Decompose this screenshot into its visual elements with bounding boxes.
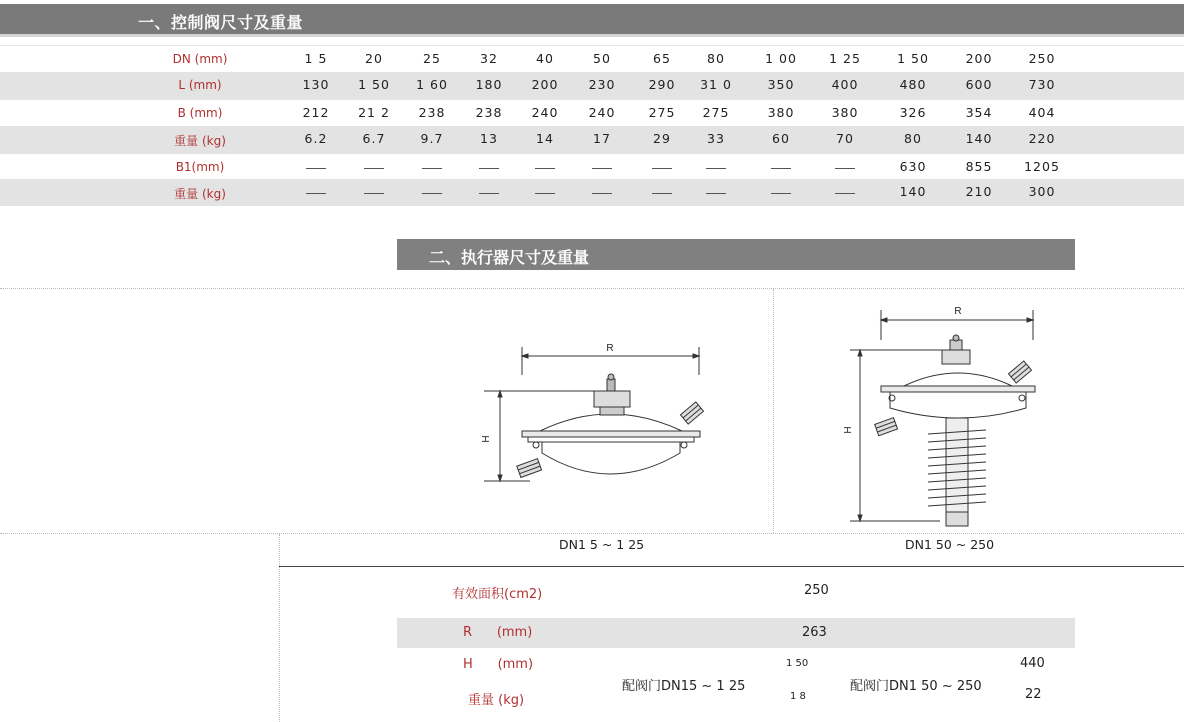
r-value: 263 [802,625,827,640]
empty-cell-dash [422,193,442,194]
h-label: H (mm) [463,657,534,672]
table-cell: 130 [302,77,330,92]
row-label: B (mm) [177,106,223,120]
table-cell: 220 [1028,131,1056,146]
row-label: 重量 (kg) [174,187,226,201]
table-cell: 70 [836,131,854,146]
table-cell: 31 0 [700,77,732,92]
table-cell: 200 [531,77,559,92]
divider [773,289,774,533]
table-cell: 21 2 [358,105,390,120]
figure-caption-small: DN1 5 ~ 1 25 [559,537,645,552]
table-cell: 80 [707,51,725,66]
table-cell: 40 [536,51,554,66]
empty-cell-dash [535,168,555,169]
table-cell: 29 [653,131,671,146]
empty-cell-dash [652,193,672,194]
left-weight-value: 1 8 [790,691,806,702]
table-cell: 65 [653,51,671,66]
table-cell: 80 [904,131,922,146]
empty-cell-dash [592,193,612,194]
empty-cell-dash [652,168,672,169]
table-cell: 630 [899,159,927,174]
table-row [0,99,1184,127]
table-cell: 480 [899,77,927,92]
divider [0,288,1184,289]
empty-cell-dash [306,168,326,169]
table-cell: 250 [1028,51,1056,66]
divider [279,566,1184,567]
table-cell: 380 [767,105,795,120]
table-cell: 326 [899,105,927,120]
empty-cell-dash [835,168,855,169]
table-cell: 404 [1028,105,1056,120]
table-cell: 13 [480,131,498,146]
table-cell: 210 [965,184,993,199]
left-valve-group: 配阀门DN15 ~ 1 25 [622,679,746,694]
table-cell: 14 [536,131,554,146]
right-weight-value: 22 [1025,687,1042,702]
left-h-value: 1 50 [786,658,809,669]
section2-header [397,239,1075,270]
table-row [0,126,1184,153]
empty-cell-dash [422,168,442,169]
empty-cell-dash [771,193,791,194]
table-cell: 1 25 [829,51,861,66]
actuator-drawing-large [830,300,1060,532]
row-label: B1(mm) [175,160,225,174]
table-cell: 212 [302,105,330,120]
empty-cell-dash [835,193,855,194]
row-label: L (mm) [178,78,222,92]
table-cell: 33 [707,131,725,146]
weight-label: 重量 (kg) [468,693,525,708]
table-cell: 140 [899,184,927,199]
area-value: 250 [804,583,829,598]
table-cell: 730 [1028,77,1056,92]
table-row [0,45,1184,73]
table-cell: 290 [648,77,676,92]
table-cell: 17 [593,131,611,146]
table-cell: 6.2 [304,131,328,146]
empty-cell-dash [306,193,326,194]
right-h-value: 440 [1020,656,1045,671]
actuator-drawing-small [470,335,720,495]
table-cell: 1 50 [897,51,929,66]
table-cell: 400 [831,77,859,92]
table-cell: 25 [423,51,441,66]
empty-cell-dash [706,193,726,194]
table-cell: 240 [531,105,559,120]
section1-header [0,4,1184,37]
table-row [0,72,1184,99]
table-cell: 180 [475,77,503,92]
table-cell: 1 50 [358,77,390,92]
row-label: DN (mm) [172,52,228,66]
r-dimension-label: R [954,306,962,317]
table-cell: 238 [475,105,503,120]
table-cell: 9.7 [420,131,444,146]
table-cell: 600 [965,77,993,92]
r-dimension-label: R [606,343,614,354]
right-valve-group: 配阀门DN1 50 ~ 250 [850,679,982,694]
table-cell: 354 [965,105,993,120]
h-dimension-label: H [841,426,852,434]
table-row [0,179,1184,206]
divider [279,534,280,722]
area-label: 有效面积(cm2) [452,587,543,602]
empty-cell-dash [364,168,384,169]
figure-caption-large: DN1 50 ~ 250 [905,537,995,552]
table-cell: 275 [702,105,730,120]
table-cell: 350 [767,77,795,92]
empty-cell-dash [771,168,791,169]
table-cell: 230 [588,77,616,92]
empty-cell-dash [479,193,499,194]
table-cell: 300 [1028,184,1056,199]
table-cell: 1 00 [765,51,797,66]
h-dimension-label: H [479,435,490,443]
table-cell: 1205 [1024,159,1060,174]
empty-cell-dash [364,193,384,194]
table-cell: 20 [365,51,383,66]
section2-title: 二、执行器尺寸及重量 [429,248,590,267]
table-cell: 32 [480,51,498,66]
empty-cell-dash [706,168,726,169]
table-row [0,153,1184,181]
table-cell: 60 [772,131,790,146]
table-cell: 855 [965,159,993,174]
table-cell: 200 [965,51,993,66]
table-cell: 380 [831,105,859,120]
table-cell: 238 [418,105,446,120]
empty-cell-dash [535,193,555,194]
table-cell: 1 60 [416,77,448,92]
empty-cell-dash [479,168,499,169]
row-label: 重量 (kg) [174,134,226,148]
table-cell: 1 5 [304,51,328,66]
table-cell: 275 [648,105,676,120]
table-cell: 6.7 [362,131,386,146]
empty-cell-dash [592,168,612,169]
section1-title: 一、控制阀尺寸及重量 [138,13,304,32]
divider [0,533,1184,534]
table-cell: 50 [593,51,611,66]
r-label: R (mm) [463,625,533,640]
table-cell: 140 [965,131,993,146]
table-cell: 240 [588,105,616,120]
